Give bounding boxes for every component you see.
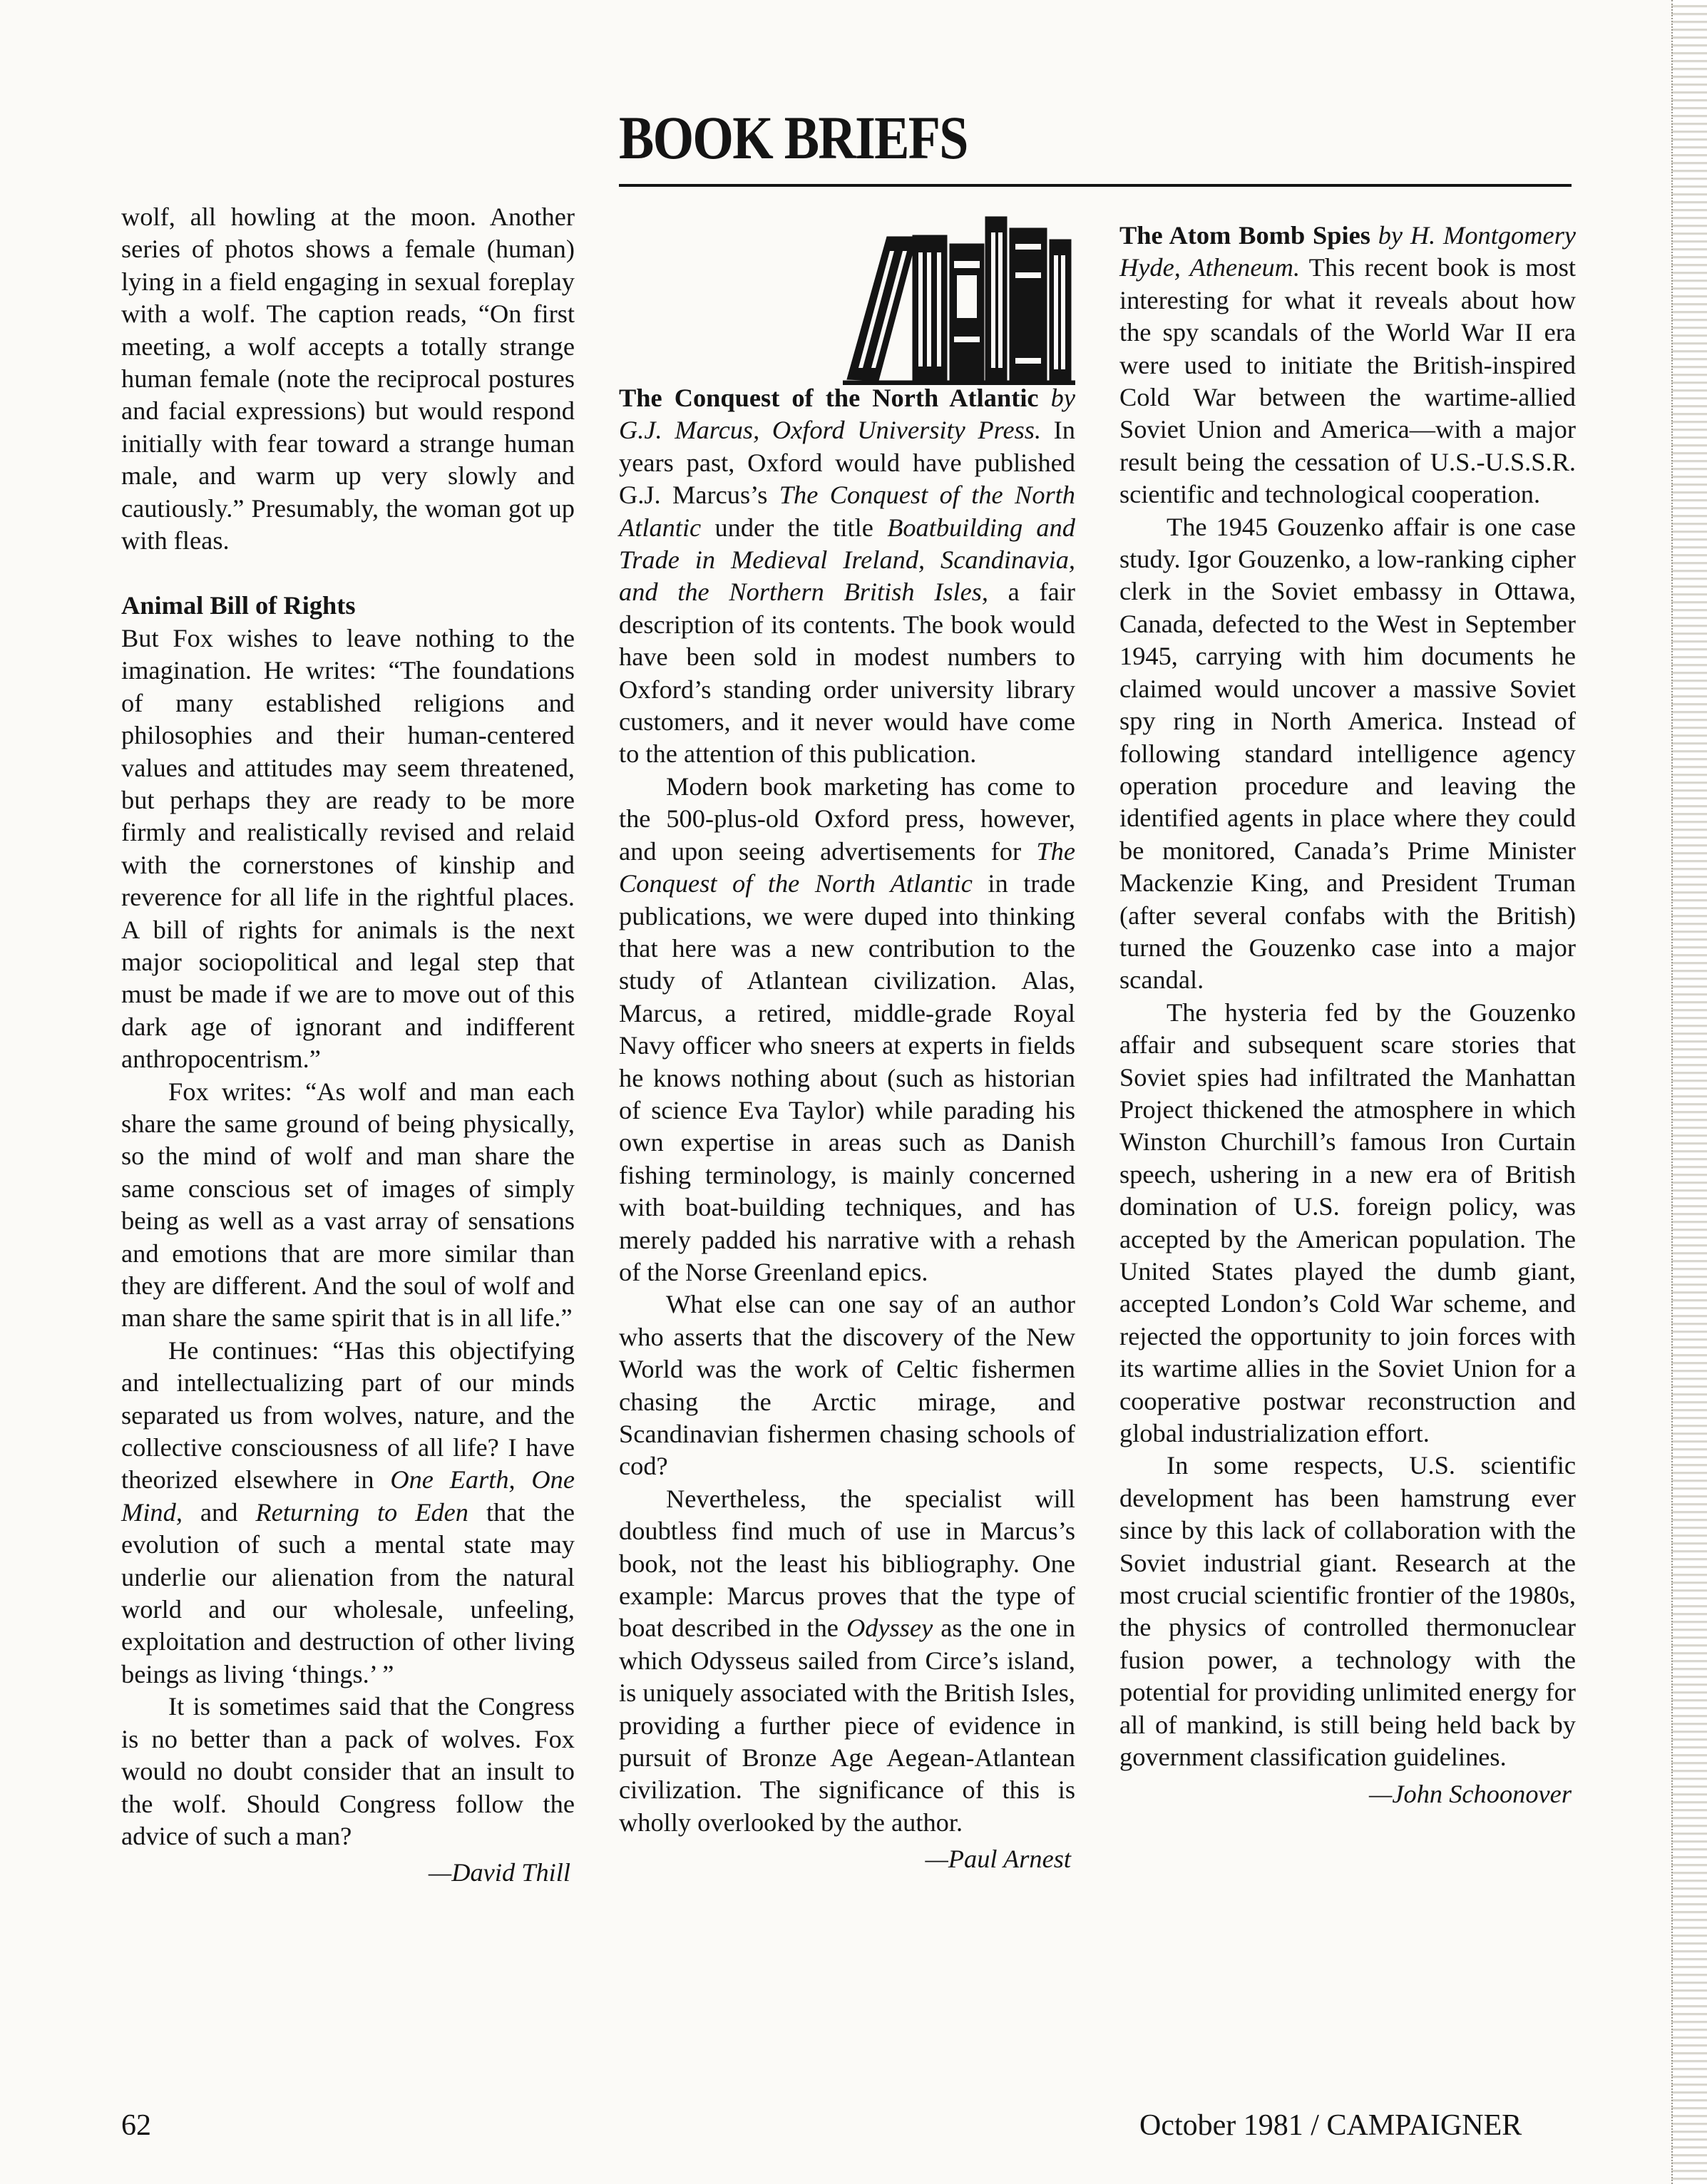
signature-david-thill: —David Thill: [428, 1858, 570, 1887]
signature-john-schoonover: —John Schoonover: [1369, 1779, 1572, 1808]
column-3: [1119, 220, 1576, 1810]
review-conquest-paragraph-4: [619, 1483, 1075, 1839]
text-run: This recent book is most interesting for what it reveals about how the spy scandals of the World War II era were used to initiate the British-inspired Cold War between the wartime-allied Soviet Union and America—with a major result being the cessation of U.S.-U.S.S.R. scientific and technological cooperation.: [1119, 253, 1576, 509]
review-atom-bomb-spies-paragraph-4: In some respects, U.S. scientific development has been hamstrung ever since by this lack of collaboration with the Soviet industrial giant. Research at the most crucial scientific frontier of the 1980s, the physics of controlled thermonuclear fusion power, a technology with the potential for providing unlimited energy for all of mankind, is still being held back by government classification guidelines.: [1119, 1451, 1576, 1772]
byline-marcus: by G.J. Marcus, Oxford University Press.: [619, 384, 1075, 445]
text-run: Modern book marketing has come to the 500-plus-old Oxford press, however, and upon seeing advertisements for: [619, 771, 1075, 866]
paragraph-fox-continues: [121, 1335, 575, 1691]
text-run: Nevertheless, the specialist will doubtless find much of use in Marcus’s book, not the least his bibliography. One example: Marcus proves that the type of boat described in the: [619, 1484, 1075, 1643]
paragraph-congress: It is sometimes said that the Congress is no better than a pack of wolves. Fox would no doubt consider that an insult to the wolf. Should Congress follow the advice of such a man?: [121, 1692, 575, 1850]
review-conquest-paragraph-2: [619, 771, 1075, 1289]
review-atom-bomb-spies-paragraph-2: The 1945 Gouzenko affair is one case study. Igor Gouzenko, a low-ranking cipher clerk in the Soviet embassy in Ottawa, Canada, defected to the West in September 1945, carrying with him documents he claimed would uncover a massive Soviet spy ring in North America. Instead of following standard intelligence agency operation procedure and leaving the identified agents in place where they could be monitored, Canada’s Prime Minister Mackenzie King, and President Truman (after several confabs with the British) turned the Gouzenko case into a major scandal.: [1119, 512, 1576, 995]
text-run: a fair description of its contents. The book would have been sold in modest numbers to Oxford’s standing order university library customers, and it never would have come to the attention of this publication.: [619, 578, 1075, 769]
column-1: [121, 201, 575, 1890]
stack-of-books-icon: [843, 215, 1075, 385]
subhead-animal-bill-of-rights: Animal Bill of Rights: [121, 591, 356, 620]
page-edge-scan-artifact: [1671, 0, 1707, 2184]
byline-hyde: by H. Montgomery Hyde, Atheneum.: [1119, 221, 1577, 282]
text-run: In years past, Oxford would have published G.J. Marcus’s: [619, 416, 1075, 510]
section-heading: BOOK BRIEFS: [619, 103, 968, 172]
book-title-italic: The Conquest of the North Atlantic: [619, 481, 1075, 542]
book-title-one-earth: One Earth, One Mind,: [121, 1465, 575, 1527]
review-atom-bomb-spies-paragraph-3: The hysteria fed by the Gouzenko affair and subsequent scare stories that Soviet spies had infiltrated the Manhattan Project thickened the atmosphere in which Winston Churchill’s famous Iron Curtain speech, ushering in a new era of British domination of U.S. foreign policy, was accepted by the American population. The United States played the dumb giant, accepted London’s Cold War scheme, and rejected the opportunity to join forces with its wartime allies in the Soviet Union for a cooperative postwar reconstruction and global industrialization effort.: [1119, 998, 1576, 1448]
text-run: and: [182, 1497, 256, 1527]
page-number: 62: [121, 2109, 151, 2142]
signature-paul-arnest: —Paul Arnest: [925, 1845, 1071, 1874]
book-title-atom-bomb-spies: The Atom Bomb Spies: [1119, 221, 1370, 250]
review-atom-bomb-spies-paragraph-1: [1119, 220, 1576, 511]
book-title-conquest: The Conquest of the North Atlantic: [619, 384, 1039, 412]
heading-rule: [619, 184, 1572, 187]
text-run: in trade publications, we were duped into thinking that here was a new contribution to the study of Atlantean civilization. Alas, Marcus, a retired, middle-grade Royal Navy officer who sneers at experts in fields he knows nothing about (such as historian of science Eva Taylor) while parading his own expertise in areas such as Danish fishing terminology, is mainly concerned with boat-building techniques, and has merely padded his narrative with a rehash of the Norse Greenland epics.: [619, 869, 1075, 1286]
book-title-italic: Boatbuilding and Trade in Medieval Ireland, Scandinavia, and the Northern British Isles,: [619, 513, 1075, 607]
book-title-returning-to-eden: Returning to Eden: [255, 1497, 468, 1527]
paragraph-fox-writes: But Fox wishes to leave nothing to the imagination. He writes: “The foundations of many established religions and philosophies and their human-centered values and attitudes may seem threatened, but perhaps they are ready to be more firmly and realistically revised and relaid with the cornerstones of kinship and reverence for all life in the rightful places. A bill of rights for animals is the next major sociopolitical and legal step that must be made if we are to move out of this dark age of ignorant and indifferent anthropocentrism.”: [121, 623, 575, 1074]
issue-label: October 1981 / CAMPAIGNER: [1139, 2109, 1522, 2142]
text-run: He continues: “Has this objectifying and intellectualizing part of our minds separated us from wolves, nature, and the collective consciousness of all life? I have theorized elsewhere in: [121, 1335, 575, 1495]
paragraph-fox-wolf-and-man: Fox writes: “As wolf and man each share the same ground of being physically, so the mind of wolf and man share the same conscious set of images of simply being as well as a vast array of sensations and emotions that are more similar than they are different. And the soul of wolf and man share the same spirit that is in all life.”: [121, 1077, 575, 1333]
book-title-italic: The Conquest of the North Atlantic: [619, 836, 1075, 898]
text-run: that the evolution of such a mental state may underlie our alienation from the natural world and our wholesale, unfeeling, exploitation and destruction of other living beings as living ‘things.’ ”: [121, 1497, 575, 1688]
review-conquest-paragraph-3: What else can one say of an author who asserts that the discovery of the New World was the work of Celtic fishermen chasing the Arctic mirage, and Scandinavian fishermen chasing schools of cod?: [619, 1290, 1075, 1481]
review-conquest-paragraph-1: [619, 382, 1075, 771]
column-2: [619, 382, 1075, 1876]
book-title-odyssey: Odyssey: [846, 1614, 933, 1643]
text-run: as the one in which Odysseus sailed from Circe’s island, is uniquely associated with the British Isles, providing a further piece of evidence in pursuit of Bronze Age Aegean-Atlantean civilization. The significance of this is wholly overlooked by the author.: [619, 1614, 1075, 1837]
paragraph-wolf-photos: wolf, all howling at the moon. Another series of photos shows a female (human) lying in a field engaging in sexual foreplay with a wolf. The caption reads, “On first meeting, a wolf accepts a totally strange human female (note the reciprocal postures and facial expressions) but would respond initially with fear toward a strange human male, and warm up very slowly and cautiously.” Presumably, the woman got up with fleas.: [121, 202, 575, 555]
text-run: under the title: [701, 513, 888, 542]
